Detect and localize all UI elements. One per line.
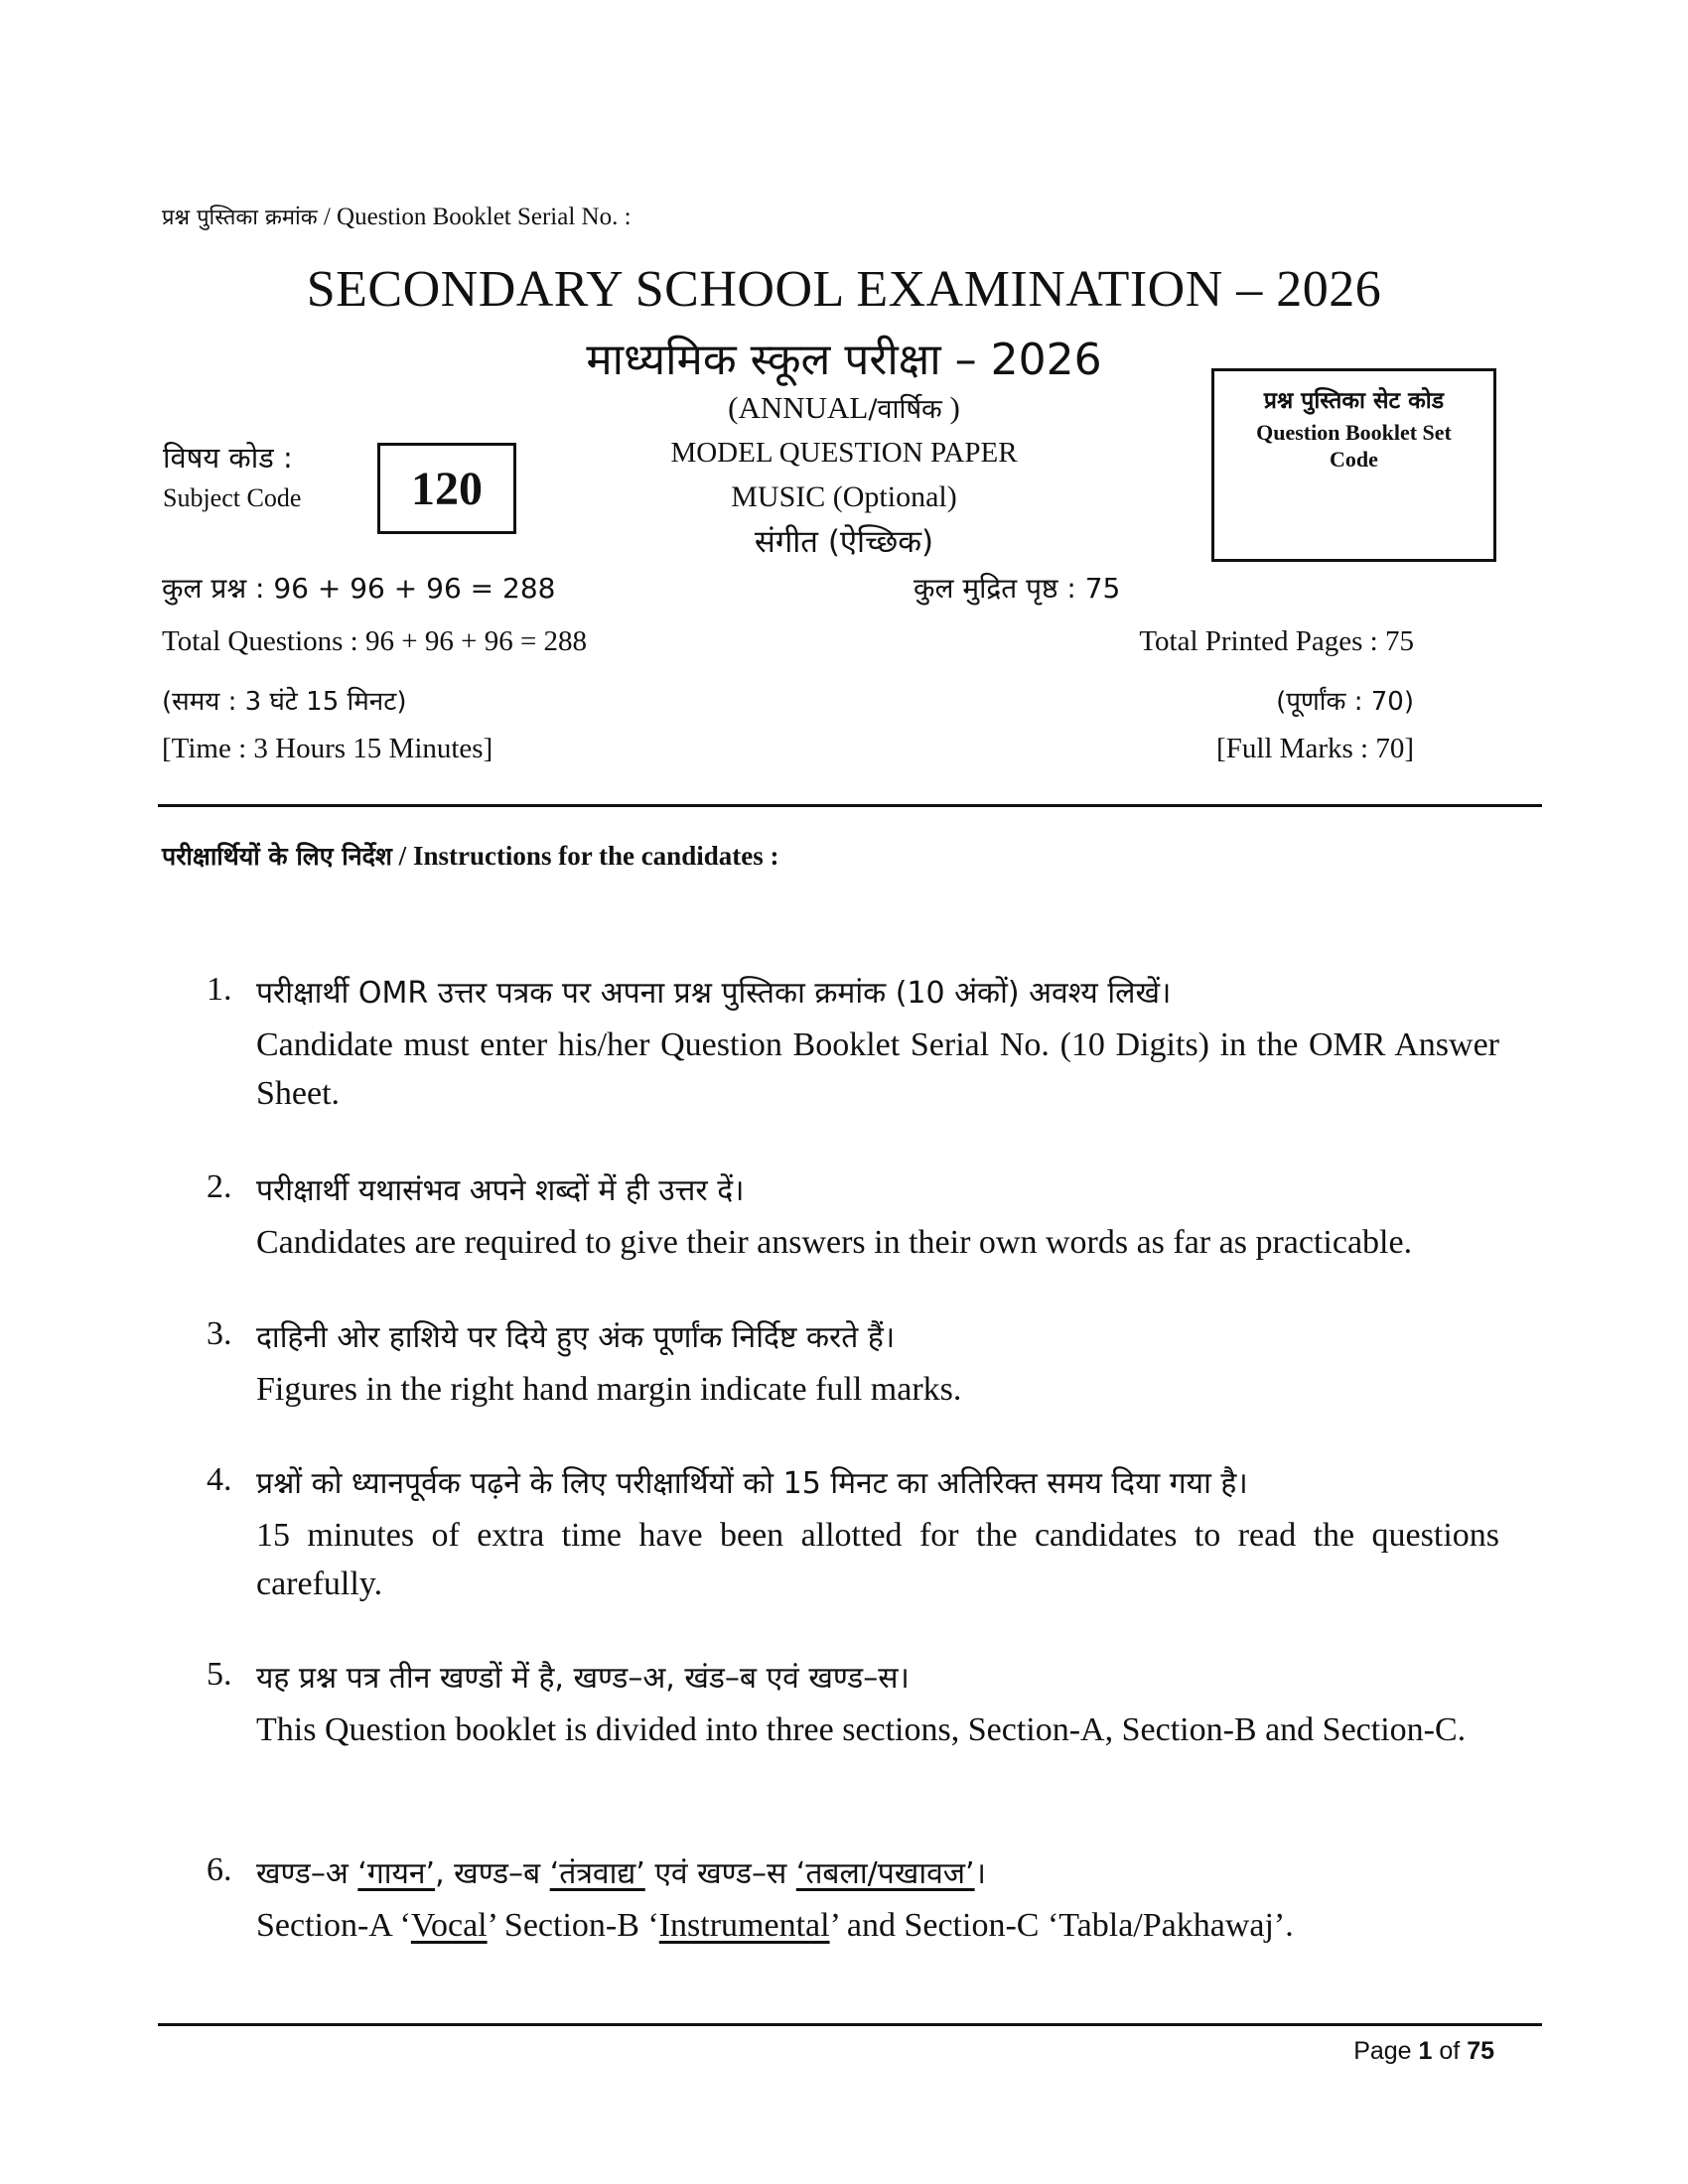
exam-title-hi: माध्यमिक स्कूल परीक्षा – 2026 <box>586 335 1102 385</box>
instruction-text-hi: यह प्रश्न पत्र तीन खण्डों में है, खण्ड–अ, खंड–ब एवं खण्ड–स। <box>256 1661 910 1696</box>
subject-code-label-en: Subject Code <box>163 483 302 512</box>
instruction-text-part: ’ and Section-C ‘Tabla/Pakhawaj’. <box>829 1907 1294 1944</box>
instruction-number: 3. <box>207 1315 232 1352</box>
serial-number-label <box>162 202 632 231</box>
instruction-text-part: खण्ड–अ <box>256 1856 358 1891</box>
instructions-heading-hi: परीक्षार्थियों के लिए निर्देश <box>162 842 392 871</box>
instruction-text-part: , खण्ड–ब <box>435 1856 550 1891</box>
exam-type-hi: /वार्षिक <box>868 394 942 425</box>
total-questions-hi: कुल प्रश्न : 96 + 96 + 96 = 288 <box>162 572 556 605</box>
subject-code-label-hi: विषय कोड : <box>163 441 293 475</box>
header-divider <box>158 804 1542 807</box>
exam-type-en: (ANNUAL <box>728 390 869 425</box>
section-b-name-hi: ‘तंत्रवाद्य’ <box>549 1856 645 1891</box>
instruction-text-hi <box>256 1851 986 1892</box>
instruction-text-part: । <box>974 1856 986 1891</box>
set-code-label-en: Question Booklet Set Code <box>1256 420 1452 472</box>
instruction-text-hi: दाहिनी ओर हाशिये पर दिये हुए अंक पूर्णांक निर्दिष्ट करते हैं। <box>256 1320 896 1355</box>
instruction-text-hi: परीक्षार्थी OMR उत्तर पत्रक पर अपना प्रश्न पुस्तिका क्रमांक (10 अंकों) अवश्य लिखें। <box>256 976 1172 1011</box>
subject-name-hi: संगीत (ऐच्छिक) <box>754 524 934 560</box>
section-c-name-hi: ‘तबला/पखावज’ <box>795 1856 975 1891</box>
section-a-name-en: Vocal <box>410 1907 488 1944</box>
page-total: 75 <box>1467 2037 1494 2065</box>
exam-type-close: ) <box>941 390 960 425</box>
serial-number-label-sep: / <box>317 204 338 230</box>
time-hi: (समय : 3 घंटे 15 मिनट) <box>162 687 407 717</box>
serial-number-label-en: Question Booklet Serial No. : <box>337 204 632 230</box>
page-of: of <box>1432 2037 1468 2065</box>
instruction-text-hi: परीक्षार्थी यथासंभव अपने शब्दों में ही उत्तर दें। <box>256 1173 745 1208</box>
set-code-label-hi: प्रश्न पुस्तिका सेट कोड <box>1263 388 1445 414</box>
subject-name-en: MUSIC (Optional) <box>731 480 957 513</box>
instruction-number: 2. <box>207 1168 232 1205</box>
instructions-heading-en: Instructions for the candidates : <box>412 841 779 871</box>
full-marks-hi: (पूर्णांक : 70) <box>1276 687 1414 717</box>
page-current: 1 <box>1418 2037 1433 2065</box>
instruction-text-part: ’ Section-B ‘ <box>487 1907 659 1944</box>
model-paper-label: MODEL QUESTION PAPER <box>670 437 1018 469</box>
instruction-number: 1. <box>207 971 232 1008</box>
footer-divider <box>158 2023 1542 2026</box>
instruction-text-en: Candidates are required to give their answers in their own words as far as practicable. <box>256 1224 1413 1261</box>
total-questions-en: Total Questions : 96 + 96 + 96 = 288 <box>162 625 588 657</box>
instructions-heading <box>162 839 778 873</box>
serial-number-label-hi: प्रश्न पुस्तिका क्रमांक <box>162 205 318 230</box>
instruction-text-en <box>256 1901 1499 1950</box>
time-en: [Time : 3 Hours 15 Minutes] <box>162 733 493 764</box>
instructions-heading-sep: / <box>391 841 413 871</box>
instruction-text-en: This Question booklet is divided into three sections, Section-A, Section-B and Section-C. <box>256 1711 1467 1748</box>
instruction-text-en: Figures in the right hand margin indicate full marks. <box>256 1371 962 1408</box>
printed-pages-en: Total Printed Pages : 75 <box>1139 625 1414 657</box>
instruction-number: 5. <box>207 1656 232 1693</box>
section-b-name-en: Instrumental <box>658 1907 830 1944</box>
exam-title-en: SECONDARY SCHOOL EXAMINATION – 2026 <box>306 261 1382 318</box>
subject-code-value: 120 <box>411 462 483 515</box>
page-word: Page <box>1353 2037 1419 2065</box>
subject-code-box <box>377 443 516 534</box>
full-marks-en: [Full Marks : 70] <box>1216 733 1414 764</box>
page-number <box>1353 2037 1494 2066</box>
section-a-name-hi: ‘गायन’ <box>357 1856 436 1891</box>
set-code-box <box>1211 368 1496 562</box>
printed-pages-hi: कुल मुद्रित पृष्ठ : 75 <box>914 572 1121 605</box>
instruction-text-en: 15 minutes of extra time have been allotted for the candidates to read the questions carefully. <box>256 1517 1499 1602</box>
instruction-text-hi: प्रश्नों को ध्यानपूर्वक पढ़ने के लिए परीक्षार्थियों को 15 मिनट का अतिरिक्त समय दिया गया है। <box>256 1466 1248 1501</box>
instruction-text-part: Section-A ‘ <box>256 1907 411 1944</box>
instruction-number: 4. <box>207 1461 232 1498</box>
instruction-text-en: Candidate must enter his/her Question Booklet Serial No. (10 Digits) in the OMR Answer Sheet. <box>256 1026 1499 1112</box>
instruction-text-part: एवं खण्ड–स <box>644 1856 796 1891</box>
instruction-number: 6. <box>207 1851 232 1888</box>
